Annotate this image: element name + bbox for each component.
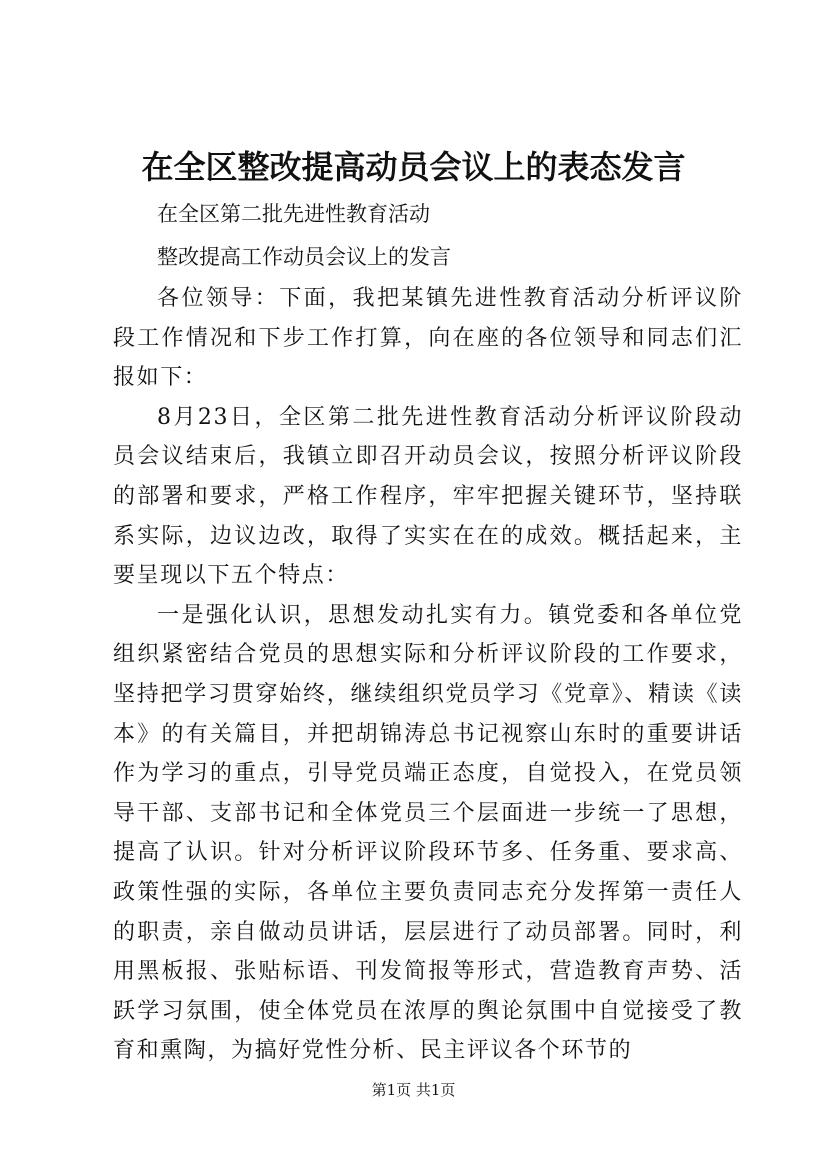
paragraph-greeting: 各位领导：下面，我把某镇先进性教育活动分析评议阶段工作情况和下步工作打算，向在座的各位领导和同志们汇报如下： (113, 286, 743, 391)
page-number-footer: 第1页 共1页 (371, 1081, 456, 1099)
document-title: 在全区整改提高动员会议上的表态发言 (141, 148, 686, 186)
paragraph-overview: 8月23日，全区第二批先进性教育活动分析评议阶段动员会议结束后，我镇立即召开动员会议，按照分析评议阶段的部署和要求，严格工作程序，牢牢把握关键环节，坚持联系实际，边议边改，取得了实实在在的成效。概括起来，主要呈现以下五个特点： (113, 404, 743, 589)
subtitle-line-1: 在全区第二批先进性教育活动 (157, 202, 430, 226)
paragraph-point-one: 一是强化认识，思想发动扎实有力。镇党委和各单位党组织紧密结合党员的思想实际和分析评议阶段的工作要求，坚持把学习贯穿始终，继续组织党员学习《党章》、精读《读本》的有关篇目，并把胡锦涛总书记视察山东时的重要讲话作为学习的重点，引导党员端正态度，自觉投入，在党员领导干部、支部书记和全体党员三个层面进一步统一了思想，提高了认识。针对分析评议阶段环节多、任务重、要求高、政策性强的实际，各单位主要负责同志充分发挥第一责任人的职责，亲自做动员讲话，层层进行了动员部署。同时，利用黑板报、张贴标语、刊发简报等形式，营造教育声势、活跃学习氛围，使全体党员在浓厚的舆论氛围中自觉接受了教育和熏陶，为搞好党性分析、民主评议各个环节的 (113, 602, 743, 1064)
document-body (113, 279, 743, 1071)
subtitle-line-2: 整改提高工作动员会议上的发言 (157, 245, 451, 269)
